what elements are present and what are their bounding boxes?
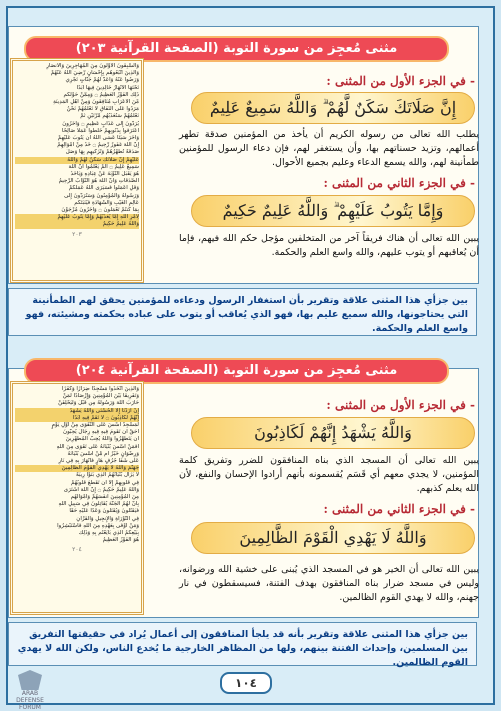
mushaf-line: نَعْلَمُهُمْ سَنُعَذِّبُهُم مَّرَّتَيْنِ ثُمَّ: [80, 113, 139, 120]
mushaf-line: جَهَنَّمَ وَاللَّهُ لَا يَهْدِي الْقَوْمَ الظَّالِمِينَ: [15, 465, 139, 472]
mushaf-line: وَآخَرَ سَيِّئًا عَسَى اللَّهُ أَن يَتُوبَ عَلَيْهِمْ: [57, 135, 139, 142]
mushaf-line: لَا يَزَالُ بُنْيَانُهُمُ الَّذِي بَنَوْا رِيبَةً: [76, 472, 139, 479]
shield-icon: [18, 670, 42, 690]
mushaf-line: هُوَ الْفَوْزُ الْعَظِيمُ: [102, 537, 139, 544]
mushaf-page-number: ٢٠٣: [72, 230, 82, 238]
mushaf-line: وَالَّذِينَ اتَّبَعُوهُم بِإِحْسَانٍ رَّضِيَ اللَّهُ عَنْهُمْ: [50, 70, 139, 77]
mushaf-line: أَحَقُّ أَن تَقُومَ فِيهِ فِيهِ رِجَالٌ يُحِبُّونَ: [63, 429, 139, 436]
mushaf-line: بِأَنَّ لَهُمُ الْجَنَّةَ يُقَاتِلُونَ فِي سَبِيلِ اللَّهِ: [58, 501, 139, 508]
section-1-part-1-verse: إِنَّ صَلَاتَكَ سَكَنٌ لَّهُمْ ۗ وَاللَّهُ سَمِيعٌ عَلِيمٌ: [191, 92, 475, 124]
mushaf-line: إِنْ أَرَدْنَا إِلَّا الْحُسْنَى وَاللَّهُ يَشْهَدُ: [15, 408, 139, 415]
mushaf-line: وَاللَّهُ عَلِيمٌ حَكِيمٌ ۝ إِنَّ اللَّهَ اشْتَرَى: [63, 486, 139, 493]
mushaf-line: وَتَفْرِيقًا بَيْنَ الْمُؤْمِنِينَ وَإِرْصَادًا لِّمَنْ: [62, 393, 139, 400]
mushaf-line: عَالِمِ الْغَيْبِ وَالشَّهَادَةِ فَيُنَبِّئُكُم: [74, 199, 139, 206]
section-2-part-2-label: - في الجزء الثاني من المثنى :: [323, 502, 475, 516]
mushaf-line: وَرِضْوَانٍ خَيْرٌ أَم مَّنْ أَسَّسَ بُنْيَانَهُ: [67, 450, 139, 457]
section-2-part-1-verse: وَاللَّهُ يَشْهَدُ إِنَّهُمْ لَكَاذِبُونَ: [191, 417, 475, 449]
mushaf-line: وَمَنْ أَوْفَى بِعَهْدِهِ مِنَ اللَّهِ فَاسْتَبْشِرُوا: [57, 522, 139, 529]
section-2-part-2-verse: وَاللَّهُ لَا يَهْدِي الْقَوْمَ الظَّالِمِينَ: [191, 522, 475, 554]
section-2-title: مثنى مُعجِز من سورة التوبة (الصفحة القرآنية ٢٠٤): [24, 358, 449, 384]
section-1-part-2-verse: وَإِمَّا يَتُوبُ عَلَيْهِمْ ۗ وَاللَّهُ عَلِيمٌ حَكِيمٌ: [191, 195, 475, 227]
mushaf-line: هُوَ يَقْبَلُ التَّوْبَةَ عَنْ عِبَادِهِ وَيَأْخُذُ: [70, 171, 139, 178]
mushaf-line: إِنَّهُمْ لَكَاذِبُونَ ۝ لَا تَقُمْ فِيهِ أَبَدًا: [15, 415, 139, 422]
mushaf-line: فَيَقْتُلُونَ وَيُقْتَلُونَ وَعْدًا عَلَيْهِ حَقًّا: [69, 508, 139, 515]
mushaf-line: فِي التَّوْرَاةِ وَالْإِنجِيلِ وَالْقُرْآنِ: [76, 515, 139, 522]
mushaf-page-1: [10, 58, 144, 283]
mushaf-line: مَرَدُوا عَلَى النِّفَاقِ لَا تَعْلَمُهُمْ نَحْنُ: [66, 106, 139, 113]
mushaf-page-2: [10, 381, 144, 615]
section-1-part-2-text: يبين الله تعالى أن هناك فريقاً آخر من المتخلفين مؤجل حكم الله فيهم، فإما أن يُعاقبهم أو يتوب عليهم، والله واسع العلم والحكمة.: [179, 233, 479, 258]
mushaf-line: صَدَقَةً تُطَهِّرُهُمْ وَتُزَكِّيهِم بِهَا وَصَلِّ: [65, 149, 139, 156]
section-1-title: مثنى مُعجِز من سورة التوبة (الصفحة القرآنية ٢٠٣): [24, 36, 449, 62]
mushaf-line: اعْتَرَفُوا بِذُنُوبِهِمْ خَلَطُوا عَمَلًا صَالِحًا: [61, 127, 139, 134]
section-1-part-2-label: - في الجزء الثاني من المثنى :: [323, 176, 475, 190]
section-2-summary: بين جزأي هذا المثنى علاقة وتقرير بأنه قد يلجأ المنافقون إلى أعمال يُراد في حقيقتها التفريق بين المسلمين، وإحداث الفتنة بينهم، ولها من المظاهر الخارجية ما يُخدع الناس، ولكن الله لا يهدي القوم الظالمين.: [8, 622, 477, 666]
section-2-part-1-label: - في الجزء الأول من المثنى :: [326, 398, 475, 412]
mushaf-line: وَرَضُوا عَنْهُ وَأَعَدَّ لَهُمْ جَنَّاتٍ تَجْرِي: [65, 77, 139, 84]
mushaf-line: لِأَمْرِ اللَّهِ إِمَّا يُعَذِّبُهُمْ وَإِمَّا يَتُوبُ عَلَيْهِمْ: [15, 214, 139, 221]
section-2-part-2-text: يبين الله تعالى أن الخير هو في المسجد الذي يُبنى على خشية الله ورضوانه، وليس في مسجد ضرار بناه المنافقون بهدف الفتنة، فسيسقطون في نار جهنم، والله لا يهدي القوم الظالمين.: [179, 564, 479, 603]
mushaf-line: أَن يَتَطَهَّرُوا وَاللَّهُ يُحِبُّ الْمُطَّهِّرِينَ: [65, 436, 139, 443]
mushaf-line: وَرَسُولُهُ وَالْمُؤْمِنُونَ وَسَتُرَدُّونَ إِلَى: [64, 192, 139, 199]
page-number: ١٠٤: [220, 672, 272, 694]
mushaf-line: عَلَى شَفَا جُرُفٍ هَارٍ فَانْهَارَ بِهِ فِي نَارِ: [58, 458, 139, 465]
mushaf-line: فِي قُلُوبِهِمْ إِلَّا أَن تَقَطَّعَ قُلُوبُهُمْ: [71, 479, 139, 486]
mushaf-line: أَفَمَنْ أَسَّسَ بُنْيَانَهُ عَلَى تَقْوَى مِنَ اللَّهِ: [56, 443, 139, 450]
mushaf-line: مِّنَ الْأَعْرَابِ مُنَافِقُونَ وَمِنْ أَهْلِ الْمَدِينَةِ: [53, 99, 139, 106]
mushaf-line: تَحْتَهَا الْأَنْهَارُ خَالِدِينَ فِيهَا أَبَدًا: [76, 84, 139, 91]
mushaf-line: وَقُلِ اعْمَلُوا فَسَيَرَى اللَّهُ عَمَلَكُمْ: [68, 185, 139, 192]
mushaf-line: سَمِيعٌ عَلِيمٌ ۝ أَلَمْ يَعْلَمُوا أَنَّ اللَّهَ: [68, 163, 139, 170]
mushaf-line: وَاللَّهُ عَلِيمٌ حَكِيمٌ: [15, 221, 139, 228]
watermark-text: ARAB DEFENSE FORUM: [16, 690, 44, 711]
mushaf-line: يُرَدُّونَ إِلَى عَذَابٍ عَظِيمٍ ۝ وَآخَرُونَ: [62, 120, 139, 127]
mushaf-line: بِبَيْعِكُمُ الَّذِي بَايَعْتُم بِهِ وَذَلِكَ: [78, 530, 139, 537]
mushaf-line: حَارَبَ اللَّهَ وَرَسُولَهُ مِن قَبْلُ وَلَيَحْلِفُنَّ: [58, 400, 139, 407]
mushaf-line: بِمَا كُنتُمْ تَعْمَلُونَ ۝ وَآخَرُونَ مُرْجَوْنَ: [61, 207, 139, 214]
mushaf-line: وَالَّذِينَ اتَّخَذُوا مَسْجِدًا ضِرَارًا وَكُفْرًا: [62, 386, 139, 392]
mushaf-line: الصَّدَقَاتِ وَأَنَّ اللَّهَ هُوَ التَّوَّابُ الرَّحِيمُ: [58, 178, 139, 185]
section-1-part-1-label: - في الجزء الأول من المثنى :: [326, 74, 475, 88]
mushaf-line: لَّمَسْجِدٌ أُسِّسَ عَلَى التَّقْوَى مِنْ أَوَّلِ يَوْمٍ: [51, 422, 139, 429]
section-1-summary: بين جزأي هذا المثنى علاقة وتقرير بأن استغفار الرسول ودعاءه للمؤمنين يحقق لهم الطمأنينة التي يحتاجونها، والله سميع عليم بها، فهو الذي يُعاقب أو يتوب على عباده بحكمته ومشيئته، فهو واسع العلم والحكمة.: [8, 288, 477, 336]
mushaf-line: وَالسَّبِقُونَ الْأَوَّلُونَ مِنَ الْمُهَاجِرِينَ وَالْأَنصَارِ: [46, 63, 139, 69]
section-1-part-1-text: يطلب الله تعالى من رسوله الكريم أن يأخذ من المؤمنين صدقة تطهر أعمالهم، وتزيد حسناتهم بها، وأن يستغفر لهم، فإن دعاء الرسول للمؤمنين طمأنينة لهم، والله يسمع الدعاء وعليم بجميع الأحوال.: [179, 129, 479, 168]
mushaf-line: ذَلِكَ الْفَوْزُ الْعَظِيمُ ۝ وَمِمَّنْ حَوْلَكُم: [63, 91, 139, 98]
watermark: [10, 670, 50, 711]
mushaf-page-number: ٢٠٤: [72, 546, 82, 554]
section-2-part-1-text: يبين الله تعالى أن المسجد الذي بناه المنافقون للضرر وتفريق كلمة المؤمنين، لا يجدي معهم أي قَسَم يُقسمونه بأنهم أرادوا الإحسان والنفع، لأن الله يعلم كذبهم.: [179, 455, 479, 494]
mushaf-line: إِنَّ اللَّهَ غَفُورٌ رَّحِيمٌ ۝ خُذْ مِنْ أَمْوَالِهِمْ: [57, 142, 139, 149]
mushaf-line: عَلَيْهِمْ إِنَّ صَلَاتَكَ سَكَنٌ لَّهُمْ وَاللَّهُ: [15, 157, 139, 164]
mushaf-line: مِنَ الْمُؤْمِنِينَ أَنفُسَهُمْ وَأَمْوَالَهُم: [70, 494, 139, 501]
